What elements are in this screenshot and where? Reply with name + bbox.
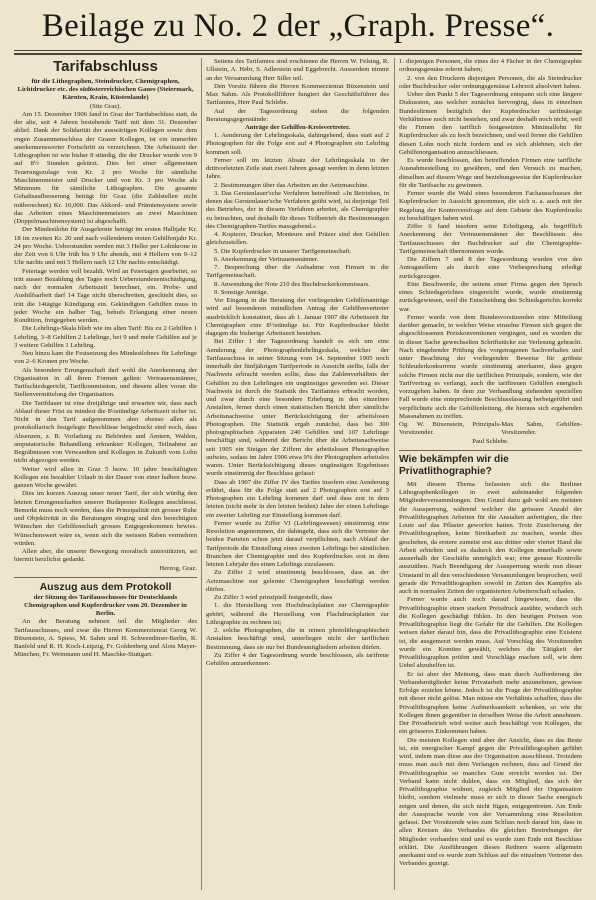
paragraph: Zu Ziffer 3 wird prinzipiell festgestellt, dass (214, 594, 333, 602)
paragraph: Ziffer 6 fand insofern seine Erledigung, als begrifflich Anerkennung der Vertrauensmänner der Beschlüssen des Tarifausschusses der Buchdrucker auf die Chemigraphie-Tarifgemeinschaft übernommen wurde. (399, 223, 582, 255)
paragraph: Neu hinzu kam die Festsetzung des Mindestlohnes für Lehrlinge von 2–6 Kronen pro Woche. (14, 350, 197, 366)
paragraph: Der Mindestlohn für Ausgelernte beträgt im ersten Halbjahr Kr. 18 im zweiten Kr. 20 und nach vollendetem ersten Gehilfenjahr Kr. 24 pro Woche. Ueberstunden werden mit 3 Heller per Lohnkrone in der Zeit von 6 Uhr früh bis 9 Uhr abends, mit 4 Hellern von 9–12 Uhr nachts und mit 5 Hellern nach 12 Uhr nachts entschädigt. (14, 226, 197, 267)
paragraph: Ferner wurde die Wahl eines besonderen Fachausschusses der Kupferdrucker in Aussicht genommen, die sich u. a. auch mit der Regelung der Kontroversfrage auf dem Gebiete des Kupferdrucks zu beschäftigen haben wird. (399, 190, 582, 222)
paragraph: 7. Besprechung über die Aufnahme von Firmen in die Tarifgemeinschaft. (206, 264, 389, 280)
paragraph: Weiter wird allen in Graz 5 bezw. 10 jahre beschäftigten Kollegen ein bezahlter Urlaub in der Dauer von einer halben bezw. ganzen Woche gewährt. (14, 465, 197, 490)
masthead-rule-thick (14, 53, 582, 55)
paragraph: 1. Aenderung der Lehrlingsskala, dahingehend, dass statt auf 2 Photographen für die Folge erst auf 4 Photographen ein Lehrling kommen soll. (206, 132, 389, 156)
agenda-title: Anträge der Gehilfen-Kreisvertreter. (244, 124, 351, 131)
column-3 (399, 58, 582, 892)
paragraph: Am 15. Dezember 1906 fand in Graz der Tarifabschluss statt, da der alte, seit 4 Jahren bestehende Tarif mit dem 31. Dezember ablief. Dank der Solidarität der auswärtigen Kollegen sowie dem engen Zusammenschluss der Grazer Kollegen, ist ein immerhin anerkennenswerter Fortschritt zu verzeichnen. Die Arbeitszeit der Lithographen ist wie bisher 8 stündig, die der Drucker wurde von 9 auf 8½ Stunden gekürzt. Dies bei einer allgemeinen Teuerungszulage von Kr. 2 pro Woche für sämtliche Maschinenmeister und Drucker und von Kr. 3 pro Woche als Minimum für sämtliche Lithographen. Die gesamte Gehaltsaufbesserung beträgt für Graz (die Zahlstellen nicht mitberechnet) Kr. 10,000. Das Akkord- und Prämiensystem sowie das Arbeiten eines Maschinenmeisters an zwei Maschinen (Doppelmaschinensystem) ist abgeschafft. (14, 110, 197, 226)
paragraph: Eine Beschwerde, die seitens einer Firma gegen den Spruch eines Schiedsgerichtes eingereicht wurde, wurde einstimmig zurückgewiesen, weil die Entscheidung des Schiedsgerichts korrekt war. (399, 280, 582, 313)
paragraph: Es wurde beschlossen, den betreffenden Firmen eine tarifliche Ausnahmestellung zu gewähren, und den Versuch zu machen, dieselben auf diesem Wege und beziehungsweise der Kupferdrucker für die Tarifsache zu gewinnen. (399, 157, 582, 189)
article-body-protokoll (206, 58, 389, 124)
paragraph: 2. solche Photographen, die in reinen photolithographischen Anstalten beschäftigt sind, unterliegen nicht der tariflichen Bestimmung, dass sie nur bei Bundesmitgliedern arbeiten dürfen. (206, 627, 389, 651)
article-divider (399, 450, 582, 451)
paragraph: Ferner wurde auch noch darauf hingewiesen, dass die Privatlithographie einen starken Preisdruck ausübte, wodurch sich die Kollegen geschädigt fühlen. In den heutigen Preisen von Privatlithographie liegt die Gefahr für die Gehilfen. Die Kollegen weisen daher darauf hin, dass die Privatlithographie eine Existenz ist, die ausgemerzt werden muss. Auf Vorschlag des Vorsitzenden wurde ein Komitee gewählt, welches die Tätigkeit der Privatlithographen prüfen und Vorschläge machen soll, wie dem Uebel abzuhelfen ist. (399, 596, 582, 670)
paragraph: 1. diejenigen Personen, die eines der 4 Fächer in der Chemigraphie ordnungsgemäss erlernt haben; (399, 58, 582, 74)
secretary-signature: Paul Schlebe. (472, 437, 509, 445)
paragraph: Mit diesem Thema befassten sich die Berliner Lithographenkollegen in zwei aufeinander folgenden Mitgliederversammlungen. Den Grund dazu gab wohl am meisten die Aussperrung, während welcher die grössere Anzahl der Privatlithographen Arbeiten für die Anstalten anfertigten, die ihre Leute auf das Pflaster geworfen hatten. Trotz Zusicherung der Privatlithographen, keine Streikarbeit zu machen, wurde dies geschehen, da erstere zumeist erst aus dritter oder vierter Hand die Arbeit erhielten und es dadurch den Kollegen innerhalb sowie ausserhalb der Geschäfte unmöglich war, eine genaue Kontrolle auszuüben. Nach Beendigung der Aussperrung wurde nun dieser Umstand in all den verschiedenen Versammlungen besprochen, weil gerade die Privatlithographen sowohl in Zeiten des Kampfes als auch in normalen Zeiten der organisierten Arbeiterschaft schaden. (399, 480, 582, 595)
masthead: Beilage zu No. 2 der „Graph. Presse“. (41, 8, 555, 44)
paragraph: Dies im kurzen Auszug unser neuer Tarif, der sich würdig den letzten Errungenschaften unserer Budapester Kollegen anschliesst. Bemerkt muss noch werden, dass die Prinzipalität mit grosser Ruhe und Objektivität in die Beratungen einging und den berechtigten Wünschen der Gehilfenschaft grosses Entgegenkommen bewies. Wünschenswert wäre es, wenn sich die weissen Raben vermehren würden. (14, 490, 197, 547)
paragraph: 8. Anwendung der Note 210 des Buchdruckerkommissars. (214, 280, 371, 288)
paragraph: Bei Ziffer 1 der Tagesordnung handelt es sich um eine Aenderung der Photographenlehrlingsskala, welcher der Tarifausschuss in seiner Sitzung vom 14. September 1905 noch innerhalb der fünfjährigen Tarifperiode in Aussicht stellte, falls der Nachweis erbracht werden sollte, dass das Zahlenverhältnis der Gehilfen zu den Lehrlingen ein ungünstiges geworden sei. Dieser Nachweis ist durch die Statistik des Tarifamtes erbracht worden, und zwar durch eine besondere Erhebung in den einzelnen Anstalten, ferner durch einen statistischen Bericht über sämtliche Arbeitsnachweise unter Berücksichtigung der arbeitslosen Photographen. Die Statistik ergab zunächst, dass bei 300 photographischen Apparaten 240 Gehilfen und 107 Lehrlinge beschäftigt sind, während der Bericht über die Arbeitsnachweise seit 1905 ein Steigen der Ziffern der arbeitslosen Photographen aufwies, sodass im Jahre 1906 etwa 9% der Photographen arbeitslos waren. Unter Berücksichtigung dieses ungünstigen Ergebnisses wurde einstimmig der Beschluss gefasst: (206, 338, 389, 478)
protokoll-body-part-1 (206, 297, 389, 668)
article-divider (14, 577, 197, 578)
column-divider (201, 58, 202, 890)
paragraph: 9. Sonstige Anträge. (214, 288, 269, 296)
paragraph: Die Tarifdauer ist eine dreijährige und erwarten wir, dass nach Ablauf dieser Frist zu mindest die 8¼stündige Arbeitszeit sicher ist. Nicht in den Tarif aufgenommen aber ebenso allen als protokollarisch festgelegte Beschlüsse beigedruckt sind noch, dass Absenzen, z. B. Vorladung zu Behörden und Ämtern, Wahlen, amputatorische Behandlung erkrankter Kollegen, Teilnahme an Begräbnissen von Verwandten und Kollegen in Zukunft vom Lohn nicht abgezogen werden. (14, 399, 197, 465)
paragraph: Ferner wurde zu Ziffer VI (Lehrlingswesen) einstimmig eine Resolution angenommen, die dahingeht, dass sich die Vertreter der beiden Parteien schon jetzt darauf verpflichten, nach Ablauf der Tarifperiode die Einstellung eines zweiten Lehrlings bei sämtlichen Branchen der Chemigraphie und des Kupferdruckes erst in dem letzten Lehrjahr des einen Lehrlings zuzulassen. (206, 519, 389, 569)
paragraph: Die Ziffern 7 und 8 der Tagesordnung wurden von den Antragstellern als durch eine Vorbesprechung erledigt zurückgezogen. (399, 256, 582, 280)
paragraph: Ueber den Punkt 5 der Tagesordnung entspann sich eine längere Diskussion, aus welcher zunächst hervorging, dass in einzelnen Bundesfirmen bezüglich der Kupferdrucker tarifmässige Verhältnisse noch nicht bestehen, und zwar deshalb noch nicht, weil die Firmen den tariflich festgesetzten Minimallohn für Kupferdrucker als zu hoch bezeichnen, und weil ferner die Gehilfen diesen Lohn noch nicht fordern und es sich ablehnen, sich der Gehilfenorganisation anzuschliessen. (399, 91, 582, 156)
paragraph: Die meisten Kollegen sind aber der Ansicht, dass es das Beste ist, ein energischer Kampf gegen die Privatlithographen geführt wird, indem man diese aus der Organisation ausschliesst. Trotzdem muss man auch mit dem Verlangen rechnen, dass auf Grund der Privatlithographie so manches Gute erreicht worden ist. Der Verband kann nicht dulden, dass ein Mitglied, das sich der Privatlithographie widmet, zugleich Mitglied der Organisation bleibt, sondern vielmehr muss er sich in dieser Sache energisch zeigen und denen, die sich nicht fügen, entgegentreten. Am Ende der Aussprache wurde von der Versammlung eine Resolution gefasst. Der Vorsitzende wies zum Schluss noch darauf hin, dass in allen Kreisen des Verbandes die gleichen Bestrebungen der Mitglieder vorhanden sind und es wurde zum Ende mit Beschluss erklärt. Die Ausführungen dieses Redners waren allgemein anerkannt und es wurde zum Schluss auf die einzelnen Vertreter des Verbandes gezeigt. (399, 736, 582, 868)
article-body-privatlithographie (399, 481, 582, 869)
paragraph: 2. Bestimmungen über das Arbeiten an der Aetzmaschine. (214, 181, 370, 189)
protokoll-body-part-2 (399, 58, 582, 421)
column-divider (394, 58, 395, 890)
article-body-tarifabschluss (14, 111, 197, 565)
column-1 (14, 58, 197, 892)
paragraph: Er ist aber der Meinung, dass man durch Aufforderung der Verbandsmitglieder keine Privatarbeit mehr anzunehmen, gewisse Erfolge erzielen könne. Jedoch ist die Frage der Privatlithographie mit dieser nicht gelöst. Man müsse ein Verhältnis schaffen, dass die Privatlithographen keine Aufmerksamkeit schenken, so wie die Kollegen ihnen gegenüber in derselben Weise die Arbeit annehmen. Der Privatbetrieb wird weiter auch beschäftigt von Kollegen, die ein grösseres Einkommen haben. (399, 670, 582, 736)
paragraph: Ferner wurde von dem Bundesvorsitzenden eine Mitteilung darüber gemacht, in welcher Weise einzelne Firmen sich gegen die abgeschlossenen Preiskonventionen vergingen, und es wurden die in dieser Sache gewechselten Schriftstücke zur Verlesung gebracht. Nach eingehender Prüfung des vorgetragenen Sachverhaltes und unter Beachtung der vorliegenden Beweise für gröbste Schleuderkonkurrenz wurde einstimmig anerkannt, dass gegen solche Firmen nicht nur die tariflichen Prinzipale, sondern, wie der Tarifvertrag es verlangt, auch die tariftreuen Gehilfen energisch vorzugehen haben. In dem zur Verhandlung stehenden speziellen Fall wurde eine entsprechende Beschlussfassung herbeigeführt und verpflichtete sich die Gehilfenleitung, die hieraus sich ergebenden Massnahmen zu treffen. (399, 313, 582, 420)
article-intro-protokoll: An der Beratung nehmen teil die Mitglieder des Tarifausschusses, und zwar die Herren Kommerzienrat Georg W. Büxenstein, A. Spiess, M. Sahm und H. Schwendimer-Berlin, R. Banfeld und R. H. Koch-Leipzig, Fr. Goldenberg und Alois Mayer-München, Fr. Weinmann und H. Maschke-Stuttgart. (14, 618, 197, 659)
signature-gehilfe: Max Sahm, Gehilfen-Vorsitzender. (501, 421, 582, 437)
column-2 (206, 58, 389, 892)
paragraph: Feiertage werden voll bezahlt. Wird an Feiertagen gearbeitet, so tritt ausser Bezahlung des Tages noch Ueberstundenentschädigung, nach der normalen Arbeitszeit berechnet, ein. Probe- und Aushilfsarbeit darf 14 Tage nicht überschreiten, geschieht dies, so tritt die 14tägige Kündigung ein. Gekündigten Gehilfen muss in jeder Woche ein halber Tag, behufs Erlangung einer neuen Kondition, freigegeben werden. (14, 267, 197, 325)
paragraph: 4. Kopierer, Drucker, Monteure und Präzer sind den Gehilfen gleichzustellen. (206, 231, 389, 247)
article-title-protokoll: Auszug aus dem Protokoll (39, 580, 172, 593)
paragraph: 2. von den Druckern diejenigen Personen, die als Steindrucker oder Buchdrucker oder ordnungsgemässe Lehrzeit absolviert haben. (399, 74, 582, 90)
article-title-tarifabschluss: Tarifabschluss (53, 58, 158, 75)
paragraph: Zu Ziffer 2 wird einstimmig beschlossen, dass an der Aetzmaschine nur gelernte Chemigraphen beschäftigt werden dürfen. (206, 569, 389, 593)
paragraph: Zu Ziffer 4 der Tagesordnung wurde beschlossen, als tarifreue Gehilfen anzuerkennen: (206, 651, 389, 668)
masthead-rule (14, 50, 582, 51)
paragraph: 5. Die Kupferdrucker in unserer Tarifgemeinschaft. (214, 247, 352, 255)
paragraph: Dass ab 1907 die Ziffer IV des Tarifes insofern eine Aenderung erfährt, dass für die Folge statt auf 2 Photographen erst auf 3 Photographen ein Lehrling kommen darf und dass erst in dem letzten (nicht mehr in den letzten beiden) Jahre der einen Lehrlinge ein zweiter Lehrling zur Einstellung kommen darf. (206, 478, 389, 519)
paragraph: Seitens des Tarifamtes sind erschienen die Herren W. Felsing, R. Ullstein, A. Hebr, S. Adlerstein und Eggebrecht. Ausserdem nimmt an der Versammlung Herr Siller teil. (206, 58, 389, 82)
article-subtitle: für die Lithographen, Steindrucker, Chemigraphen, Lichtdrucker etc. des südösterreichischen Gaues (Steiermark, Kärnten, Krain, Küstenlande) (17, 78, 194, 102)
signature-prinzipal: Og. W. Büxenstein, Prinzipals-Vorsitzender. (399, 421, 502, 437)
article-title-privatlithographie: Wie bekämpfen wir die Privatlithographie? (399, 453, 509, 477)
article-signature: Herzog, Graz. (159, 564, 197, 572)
paragraph: Den Vorsitz führen die Herren Kommerzienrat Büxenstein und Max Sahm. Als Protokollführer fungiert der Geschäftsführer des Tarifamtes, Herr Paul Schlebe. (206, 82, 389, 107)
paragraph: Ferner soll im letzten Absatz der Lehrlingsskala in der drittvorletzten Zeile statt zwei Jahren gesagt werden in denn letzten Jahre. (206, 156, 389, 181)
paragraph: Allen aber, die unserer Bewegung moralisch unterstützten, sei hiermit herzlichst gedankt. (14, 548, 197, 564)
article-location: (Sitz Graz). (89, 102, 122, 110)
paragraph: 1. die Herstellung von Hochdruckplatten zur Chemigraphie gehört, während die Herstellung von Flachdruckplatten zur Lithographie zu rechnen ist; (206, 602, 389, 626)
paragraph: Auf der Tagesordnung stehen die folgenden Beratungsgegenstände: (206, 107, 389, 123)
paragraph: 3. Das Gerstenlauer'sche Verfahren betreffend: »In Betrieben, in denen das Gerstenlauer'sche Verfahren geübt wird, ist derjenige Teil des Betriebes, der in diesem Verfahren arbeitet, als Chemigraphie zu betrachten, und deshalb für dieses Teilbetrieb die Bestimmungen des Chemigraphen-Tarifes massgebend.« (206, 189, 389, 230)
paragraph: Die Lehrlings-Skala blieb wie im alten Tarif: Bis zu 2 Gehilfen 1 Lehrling, 3–8 Gehilfen 2 Lehrlinge, bei 9 und mehr Gehilfen auf je 3 weitere Gehilfen 1 Lehrling. (14, 325, 197, 349)
paragraph: Als besondere Errungenschaft darf wohl die Anerkennung der Organisation in all ihren Formen gelten: Vertrauensmänner, Tarifschiedsgericht, Tarifkommission, und diesem allen voran die Stellenvermittelung der Organisation. (14, 366, 197, 399)
article-subtitle-protokoll: der Sitzung des Tarifausschusses für Deutschlands Chemigraphen und Kupferdrucker vom 20. Dezember in Berlin. (24, 593, 187, 618)
paragraph: Vor Eingang in die Beratung der vorliegenden Gehilfenanträge wird auf besonderen mündlichen Antrag der Gehilfenvertreter ausdrücklich konstatiert, dass ab 1. Januar 1907 die Arbeitszeit für Chemigraphen eine 8½stündige ist. Für Kupferdrucker bleibt dagegen die bisherige Arbeitszeit bestehen. (206, 297, 389, 338)
signature-row (399, 421, 582, 438)
agenda-list (206, 132, 389, 297)
paragraph: 6. Anerkennung der Vertrauensmänner. (214, 255, 319, 263)
